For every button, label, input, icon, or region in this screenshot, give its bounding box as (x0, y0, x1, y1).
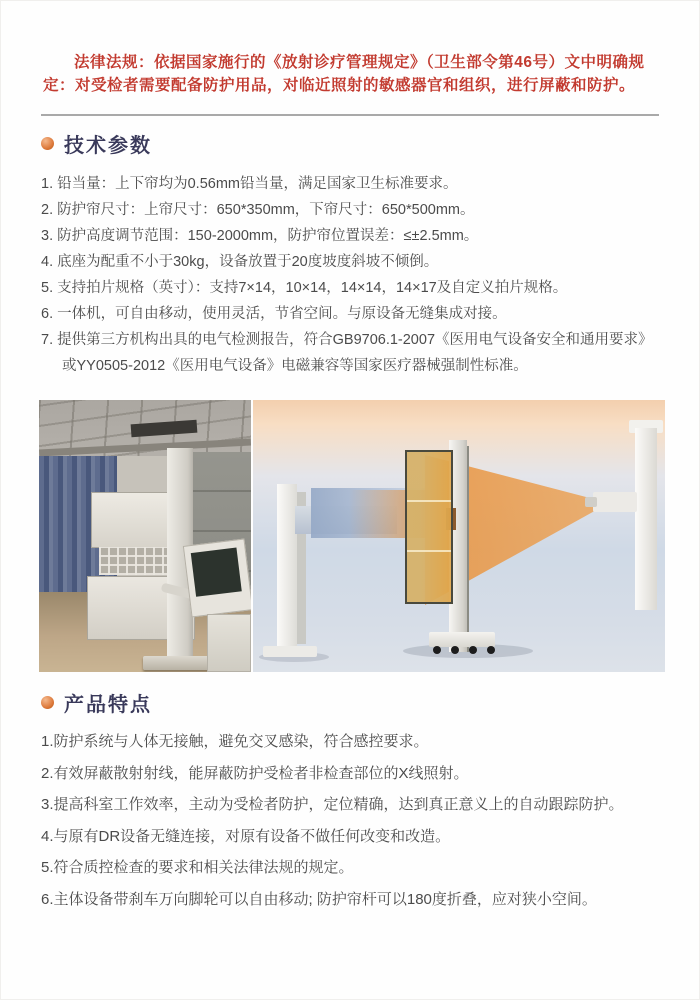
render-left-stand-column (277, 484, 297, 650)
feature-item: 5.符合质控检查的要求和相关法律法规的规定。 (41, 859, 354, 876)
feature-item: 6.主体设备带刹车万向脚轮可以自由移动; 防护帘杆可以180度折叠，应对狭小空间。 (41, 890, 597, 908)
render-right-stand-column (635, 428, 657, 610)
render-right-stand-knob (585, 497, 597, 507)
tech-spec-item: 7. 提供第三方机构出具的电气检测报告，符合GB9706.1-2007《医用电气设备安全和通用要求》或YY0505-2012《医用电气设备》电磁兼容等国家医疗器械强制性标准。 (41, 332, 653, 374)
tech-section-title: 技术参数 (64, 135, 152, 157)
tech-section-header (41, 129, 699, 158)
render-caster-wheel (469, 646, 477, 654)
render-screen-divider (407, 500, 451, 502)
render-screen-divider (407, 550, 451, 552)
render-mobile-base (429, 632, 495, 647)
figure-row (39, 400, 699, 672)
feature-item: 1.防护系统与人体无接触，避免交叉感染，符合感控要求。 (41, 733, 429, 750)
features-section-header (41, 688, 699, 717)
photo-monitor-screen (191, 548, 242, 597)
tech-spec-item: 6. 一体机，可自由移动，使用灵活，节省空间。与原设备无缝集成对接。 (41, 306, 507, 322)
tech-spec-item: 1. 铅当量：上下帘均为0.56mm铅当量，满足国家卫生标准要求。 (41, 176, 458, 192)
xray-room-photo (39, 400, 251, 672)
tech-spec-item: 3. 防护高度调节范围：150-2000mm，防护帘位置误差：≤±2.5mm。 (41, 228, 479, 244)
orange-bullet-icon (41, 696, 54, 709)
render-caster-wheel (433, 646, 441, 654)
tech-spec-list (41, 171, 659, 379)
render-caster-wheel (487, 646, 495, 654)
tech-spec-item: 5. 支持拍片规格（英寸）：支持7×14，10×14，14×14，14×17及自定义拍片规格。 (41, 280, 568, 296)
render-lead-screen-panel (405, 450, 453, 604)
feature-item: 3.提高科室工作效率，主动为受检者防护，定位精确，达到真正意义上的自动跟踪防护。 (41, 796, 624, 813)
section-divider-line (41, 114, 659, 116)
photo-monitor (183, 538, 251, 617)
feature-item: 2.有效屏蔽散射射线，能屏蔽防护受检者非检查部位的X线照射。 (41, 764, 469, 782)
photo-equipment-cart (207, 614, 251, 672)
feature-item: 4.与原有DR设备无缝连接，对原有设备不做任何改变和改造。 (41, 827, 451, 845)
render-center-pole (467, 446, 469, 652)
orange-bullet-icon (41, 137, 54, 150)
legal-notice-text: 法律法规：依据国家施行的《放射诊疗管理规定》（卫生部令第46号）文中明确规定：对受检者需要配备防护用品，对临近照射的敏感器官和组织，进行屏蔽和防护。 (43, 54, 645, 94)
features-section-title: 产品特点 (64, 694, 152, 716)
render-right-stand-arm (593, 492, 637, 512)
tech-spec-item: 2. 防护帘尺寸：上帘尺寸：650*350mm，下帘尺寸：650*500mm。 (41, 202, 475, 218)
feature-list (41, 731, 659, 910)
render-left-stand-base (263, 646, 317, 657)
render-caster-wheel (451, 646, 459, 654)
tech-spec-item: 4. 底座为配重不小于30kg，设备放置于20度坡度斜坡不倾倒。 (41, 254, 439, 270)
protection-beam-render (253, 400, 665, 672)
